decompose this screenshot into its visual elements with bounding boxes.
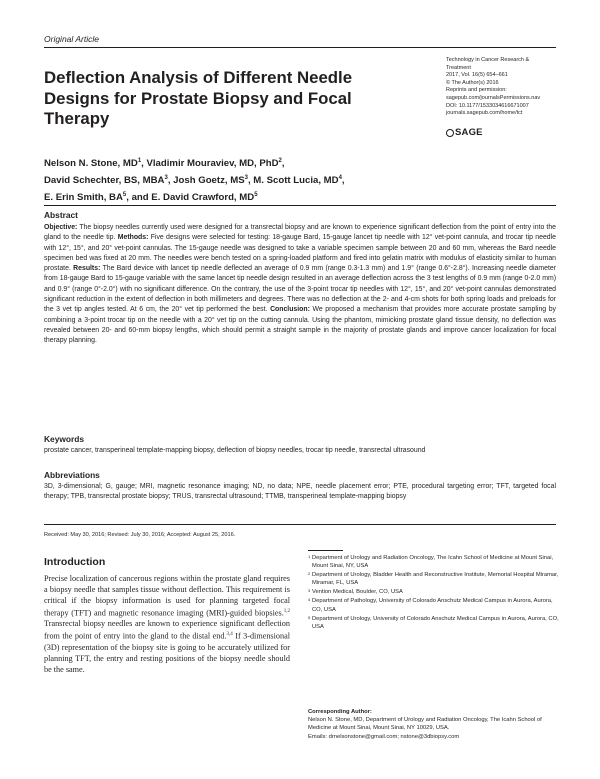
keywords-heading: Keywords xyxy=(44,434,85,444)
affiliation-text: Department of Urology, University of Colorado Anschutz Medical Campus in Aurora, Aurora, CO, USA xyxy=(312,615,559,630)
corresponding-address: Nelson N. Stone, MD, Department of Urology and Radiation Oncology, The Icahn School of Medicine at Mount Sinai, Mount Sinai, NY 10029, USA. xyxy=(308,717,542,732)
author-sep: , xyxy=(281,158,285,170)
affiliation-item xyxy=(308,615,564,631)
methods-label: Methods: xyxy=(117,234,149,242)
citation-ref[interactable]: 1,2 xyxy=(283,608,290,614)
affiliation-item xyxy=(308,597,564,613)
conclusion-text: We proposed a mechanism that provides more accurate prostate sampling by combining a 3-point trocar tip on the needle with a 20° vet tip on the cutting cannula. Using the phantom, mimicking prostate gland tissue density, no deflection was revealed between 20- and 60-mm biopsy lengths, which should permit a straight sample in the majority of prostate glands and improve cancer localization for focal therapy planning. xyxy=(44,306,556,345)
journal-info-line[interactable]: journals.sagepub.com/home/tct xyxy=(446,110,523,117)
abstract-top-rule xyxy=(44,205,556,206)
affiliation-item xyxy=(308,571,564,587)
affiliations xyxy=(308,554,564,632)
intro-text-part: Transrectal biopsy needles are known to experience significant deflection from the point of entry into the gland to the distal end. xyxy=(44,619,290,641)
keywords-text: prostate cancer, transperineal template-mapping biopsy, deflection of biopsy needles, trocar tip needle, transrectal ultrasound xyxy=(44,447,426,454)
affiliation-num: 3 xyxy=(308,588,311,594)
author-name: Nelson N. Stone, MD xyxy=(44,158,138,170)
journal-info-line: 2017, Vol. 16(5) 654–661 xyxy=(446,72,508,79)
conclusion-label: Conclusion: xyxy=(270,306,310,314)
author-list xyxy=(44,154,564,206)
author-line xyxy=(44,188,564,205)
methods-text: Five designs were selected for testing: 18-gauge Bard, 15-gauge lancet tip needle with 12° vet-point cannula, and trocar tip needle with 12°, 15°, and 20° vet-point cannulas. The 15-gauge needle was designed to take a variable specimen sample between 20 and 60 mm, whereas the Bard needle specimen bed was fixed at 20 mm. The needles were bench tested on a spring-loaded platform and fired into gelatin matrix with modulus of elasticity similar to human prostate. xyxy=(44,234,556,273)
objective-text: The biopsy needles currently used were designed for a transrectal biopsy and are known to experience significant deflection from the point of entry into the gland to the needle tip. xyxy=(44,224,556,242)
article-title: Deflection Analysis of Different Needle Designs for Prostate Biopsy and Focal Therapy xyxy=(44,68,353,128)
author-name: , Josh Goetz, MS xyxy=(167,175,245,187)
corresponding-author xyxy=(308,708,564,741)
author-name: , and E. David Crawford, MD xyxy=(126,192,255,204)
affiliation-item xyxy=(308,588,564,596)
author-name: E. Erin Smith, BA xyxy=(44,192,123,204)
affiliation-num: 4 xyxy=(308,597,311,603)
affiliation-item xyxy=(308,554,564,570)
affiliation-text: Department of Pathology, University of Colorado Anschutz Medical Campus in Aurora, Aurora, CO, USA xyxy=(312,598,553,613)
author-sep: , xyxy=(341,175,345,187)
results-text: The Bard device with lancet tip needle deflected an average of 0.9 mm (range 0.3-1.3 mm) and 1.9° (range 0.6°-2.8°). Increasing needle diameter from 18-gauge Bard to 15-gauge variable with the same lancet tip needle design resulted in an average deflection across the 3 test lengths of 0.9 mm (range 0-2.0 mm) and 0.9° (range 0°-2.0°) with no significant difference. On the contrary, the use of the 3-point trocar tip needles with 12°, 15°, and 20° vet-point cannulas demonstrated significant reduction in the extent of deflection in both millimeters and degrees. There was no deflection at the 2- and 4-cm shots for both spring loads and preloads for the 3 vet tip angles tested. At 6 cm, the 20° vet tip performed the best. xyxy=(44,265,556,314)
author-line xyxy=(44,154,564,171)
journal-info xyxy=(446,57,570,118)
sage-wordmark: SAGE xyxy=(455,127,483,138)
affiliation-text: Department of Urology and Radiation Oncology, The Icahn School of Medicine at Mount Sinai, Mount Sinai, NY, USA xyxy=(312,555,554,570)
affiliation-text: Vention Medical, Boulder, CO, USA xyxy=(312,589,403,596)
affiliation-ref: 2 xyxy=(278,158,282,164)
received-dates: Received: May 30, 2016; Revised: July 30, 2016; Accepted: August 25, 2016. xyxy=(44,532,236,538)
sage-ring-icon xyxy=(446,129,454,137)
affiliation-ref: 5 xyxy=(254,192,258,199)
results-label: Results: xyxy=(73,265,101,273)
abstract-bottom-rule xyxy=(44,524,556,525)
journal-info-line: © The Author(s) 2016 xyxy=(446,79,499,86)
intro-text-part: If 3-dimensional (3D) representation of the biopsy site is going to be accurately utilized for planning TFT, the entry and resting positions of the biopsy needle should be the same. xyxy=(44,632,290,674)
affiliation-num: 1 xyxy=(308,554,311,559)
author-line xyxy=(44,171,564,188)
journal-info-line: DOI: 10.1177/1533034616671007 xyxy=(446,102,529,109)
author-name: , M. Scott Lucia, MD xyxy=(247,175,339,187)
journal-info-line: Technology in Cancer Research & xyxy=(446,57,530,63)
abstract-text xyxy=(44,223,556,347)
affiliation-ref: 1 xyxy=(137,158,142,164)
corresponding-heading: Corresponding Author: xyxy=(308,709,372,715)
objective-label: Objective: xyxy=(44,224,78,231)
affiliation-ref: 3 xyxy=(244,175,248,182)
affiliations-rule xyxy=(308,550,343,551)
sage-logo xyxy=(446,127,483,138)
article-type-label: Original Article xyxy=(44,34,99,44)
introduction-text xyxy=(44,574,290,676)
affiliation-ref: 5 xyxy=(122,192,127,199)
author-name: , Vladimir Mouraviev, MD, PhD xyxy=(141,158,279,170)
citation-ref[interactable]: 3,4 xyxy=(226,632,233,638)
journal-info-line: Reprints and permission: xyxy=(446,87,507,94)
journal-info-line: Treatment xyxy=(446,64,471,71)
affiliation-num: 5 xyxy=(308,614,311,620)
abstract-heading: Abstract xyxy=(44,210,78,220)
affiliation-ref: 4 xyxy=(338,175,342,182)
abbreviations-text: 3D, 3-dimensional; G, gauge; MRI, magnetic resonance imaging; ND, no data; NPE, needle placement error; PTE, procedural targeting error; TFT, targeted focal therapy; TPB, transrectal prostate biopsy; TRUS, transrectal ultrasound; TTMB, transperineal template-mapping biopsy xyxy=(44,483,556,501)
header-rule xyxy=(44,47,556,48)
affiliation-num: 2 xyxy=(308,571,311,577)
affiliation-ref: 3 xyxy=(164,175,168,182)
intro-text-part: Precise localization of cancerous regions within the prostate gland requires a biopsy needle that samples tissue without deflection. This requirement is critical if the biopsy information is used for planning targeted focal therapy (TFT) and magnetic resonance imaging (MRI)-guided biopsies. xyxy=(44,574,290,618)
introduction-heading: Introduction xyxy=(44,556,106,568)
abbreviations-heading: Abbreviations xyxy=(44,470,100,480)
corresponding-emails[interactable]: Emails: drnelsonstone@gmail.com; nstone@3dbiopsy.com xyxy=(308,733,460,740)
author-name: David Schechter, BS, MBA xyxy=(44,175,165,187)
affiliation-text: Department of Urology, Bladder Health and Reconstructive Institute, Memorial Hospital Miramar, Miramar, FL, USA xyxy=(312,572,559,587)
journal-info-line[interactable]: sagepub.com/journalsPermissions.nav xyxy=(446,94,541,101)
